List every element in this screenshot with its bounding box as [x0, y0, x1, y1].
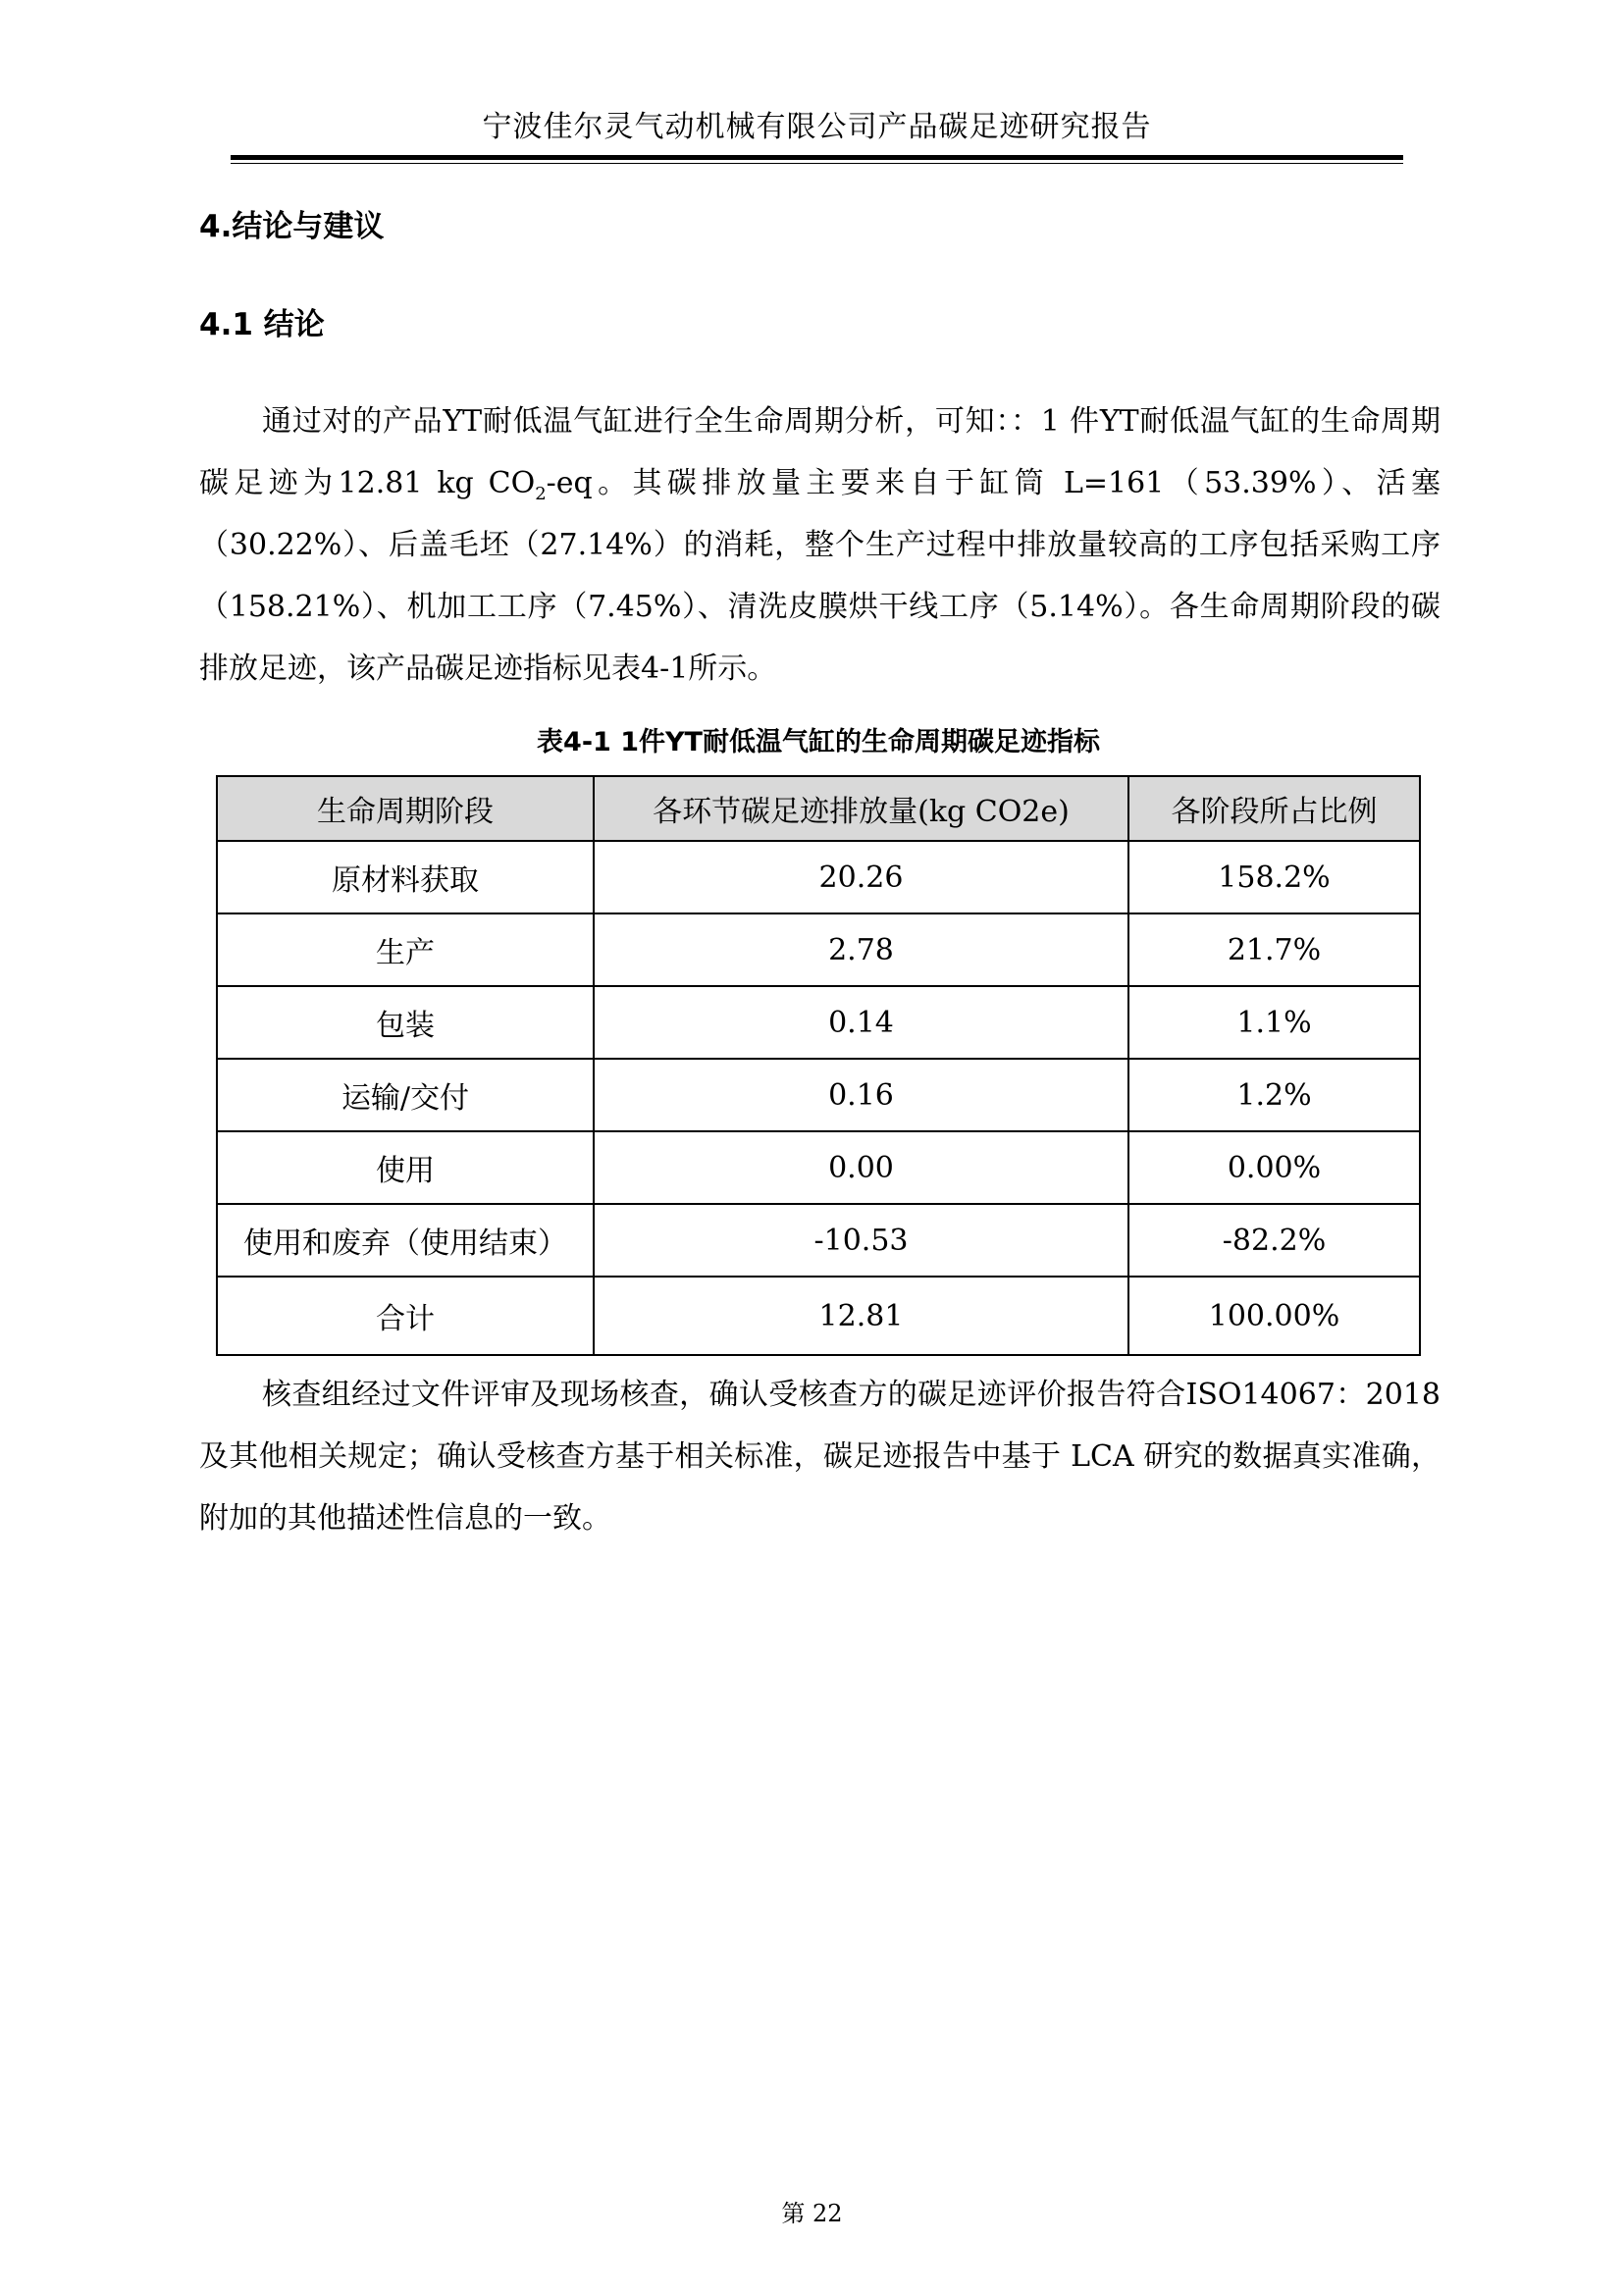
table-row [217, 1204, 1420, 1277]
stage-cell: 生产 [217, 913, 594, 986]
header-cell-stage: 生命周期阶段 [217, 776, 594, 841]
header-rule-thin [231, 163, 1403, 164]
header-rule-thick [231, 155, 1403, 160]
emission-cell: 20.26 [594, 841, 1128, 913]
table-caption: 表4-1 1件YT耐低温气缸的生命周期碳足迹指标 [537, 727, 1100, 757]
stage-cell: 使用 [217, 1131, 594, 1204]
share-cell: 21.7% [1128, 913, 1420, 986]
conclusion-text-part-a: 通过对的产品YT耐低温气缸进行全生命周期分析，可知：：1 件YT耐低温气缸的生命周期碳足迹为12.81 kg CO [199, 404, 1441, 500]
table-row [217, 913, 1420, 986]
share-cell: 158.2% [1128, 841, 1420, 913]
table-row [217, 1059, 1420, 1131]
emission-cell: 0.16 [594, 1059, 1128, 1131]
table-total-row [217, 1277, 1420, 1355]
conclusion-paragraph [199, 391, 1441, 700]
emission-cell: 2.78 [594, 913, 1128, 986]
subsection-heading: 4.1 结论 [199, 307, 325, 342]
co2-subscript: 2 [535, 484, 547, 504]
stage-cell: 运输/交付 [217, 1059, 594, 1131]
table-header-row [217, 776, 1420, 841]
lifecycle-footprint-table [216, 775, 1421, 1356]
page-number: 第 22 [781, 2200, 843, 2227]
emission-cell: 0.00 [594, 1131, 1128, 1204]
table-row [217, 1131, 1420, 1204]
emission-cell: 0.14 [594, 986, 1128, 1059]
header-cell-emission: 各环节碳足迹排放量(kg CO2e) [594, 776, 1128, 841]
share-cell: 1.2% [1128, 1059, 1420, 1131]
emission-cell: 12.81 [594, 1277, 1128, 1355]
share-cell: 0.00% [1128, 1131, 1420, 1204]
share-cell: 100.00% [1128, 1277, 1420, 1355]
conclusion-text-part-b: -eq。其碳排放量主要来自于缸筒 L=161（53.39%）、活塞（30.22%）、后盖毛坯（27.14%）的消耗，整个生产过程中排放量较高的工序包括采购工序（158.21%）、机加工工序（7.45%）、清洗皮膜烘干线工序（5.14%）。各生命周期阶段的碳排放足迹，该产品碳足迹指标见表4-1所示。 [199, 466, 1441, 686]
stage-cell: 合计 [217, 1277, 594, 1355]
stage-cell: 包装 [217, 986, 594, 1059]
section-heading: 4.结论与建议 [199, 209, 385, 244]
stage-cell: 使用和废弃（使用结束） [217, 1204, 594, 1277]
header-cell-share: 各阶段所占比例 [1128, 776, 1420, 841]
table-row [217, 986, 1420, 1059]
emission-cell: -10.53 [594, 1204, 1128, 1277]
stage-cell: 原材料获取 [217, 841, 594, 913]
verification-paragraph: 核查组经过文件评审及现场核查，确认受核查方的碳足迹评价报告符合ISO14067：2018 及其他相关规定；确认受核查方基于相关标准，碳足迹报告中基于 LCA 研究的数据真实准确，附加的其他描述性信息的一致。 [199, 1378, 1441, 1536]
share-cell: -82.2% [1128, 1204, 1420, 1277]
running-header: 宁波佳尔灵气动机械有限公司产品碳足迹研究报告 [482, 110, 1152, 144]
share-cell: 1.1% [1128, 986, 1420, 1059]
table-row [217, 841, 1420, 913]
